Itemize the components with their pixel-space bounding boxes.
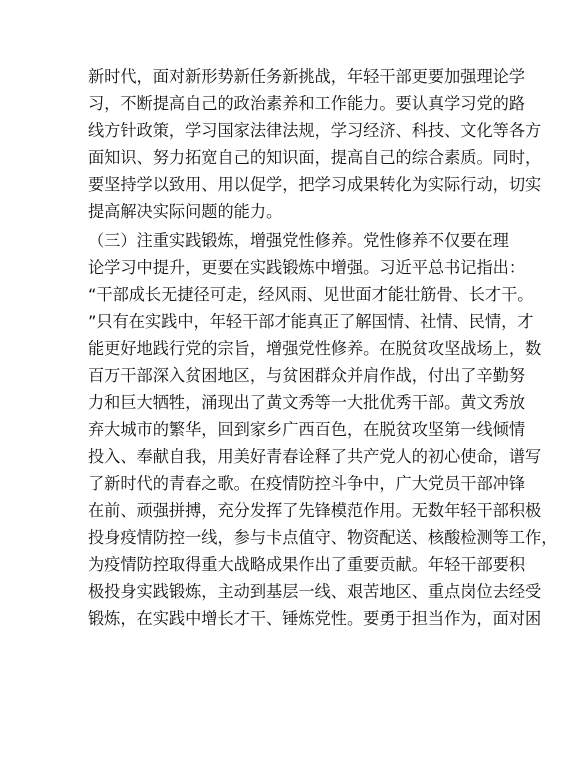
paragraph-2-line: 力和巨大牺牲，涌现出了黄文秀等一大批优秀干部。黄文秀放 <box>88 393 526 412</box>
paragraph-2-line: 锻炼，在实践中增长才干、锤炼党性。要勇于担当作为，面对困 <box>88 609 542 628</box>
paragraph-2-line: 了新时代的青春之歌。在疫情防控斗争中，广大党员干部冲锋 <box>88 474 526 493</box>
paragraph-1-line: 线方针政策，学习国家法律法规，学习经济、科技、文化等各方 <box>88 121 542 140</box>
paragraph-2-line: 百万干部深入贫困地区，与贫困群众并肩作战，付出了辛勤努 <box>88 366 526 385</box>
paragraph-2 <box>88 227 558 632</box>
paragraph-1 <box>88 63 542 225</box>
paragraph-1-line: 新时代，面对新形势新任务新挑战，年轻干部更要加强理论学 <box>88 67 526 86</box>
paragraph-2-line: “干部成长无捷径可走，经风雨、见世面才能壮筋骨、长才干。 <box>88 285 534 304</box>
paragraph-2-line: 能更好地践行党的宗旨，增强党性修养。在脱贫攻坚战场上，数 <box>88 339 542 358</box>
paragraph-2-line: （三）注重实践锻炼，增强党性修养。党性修养不仅要在理 <box>88 231 509 250</box>
paragraph-2-line: 投入、奉献自我，用美好青春诠释了共产党人的初心使命，谱写 <box>88 447 542 466</box>
paragraph-1-line: 要坚持学以致用、用以促学，把学习成果转化为实际行动，切实 <box>88 175 542 194</box>
paragraph-2-line: 弃大城市的繁华，回到家乡广西百色，在脱贫攻坚第一线倾情 <box>88 420 526 439</box>
paragraph-2-line: 极投身实践锻炼，主动到基层一线、艰苦地区、重点岗位去经受 <box>88 582 542 601</box>
paragraph-2-line: ”只有在实践中，年轻干部才能真正了解国情、社情、民情，才 <box>88 312 534 331</box>
paragraph-2-line: 在前、顽强拼搏，充分发挥了先锋模范作用。无数年轻干部积极 <box>88 501 542 520</box>
paragraph-1-line: 习，不断提高自己的政治素养和工作能力。要认真学习党的路 <box>88 94 526 113</box>
paragraph-1-line: 提高解决实际问题的能力。 <box>88 202 283 221</box>
paragraph-1-line: 面知识、努力拓宽自己的知识面，提高自己的综合素质。同时， <box>88 148 542 167</box>
paragraph-2-line: 投身疫情防控一线，参与卡点值守、物资配送、核酸检测等工作， <box>88 528 558 547</box>
paragraph-2-line: 论学习中提升，更要在实践锻炼中增强。习近平总书记指出： <box>88 258 526 277</box>
paragraph-2-line: 为疫情防控取得重大战略成果作出了重要贡献。年轻干部要积 <box>88 555 526 574</box>
